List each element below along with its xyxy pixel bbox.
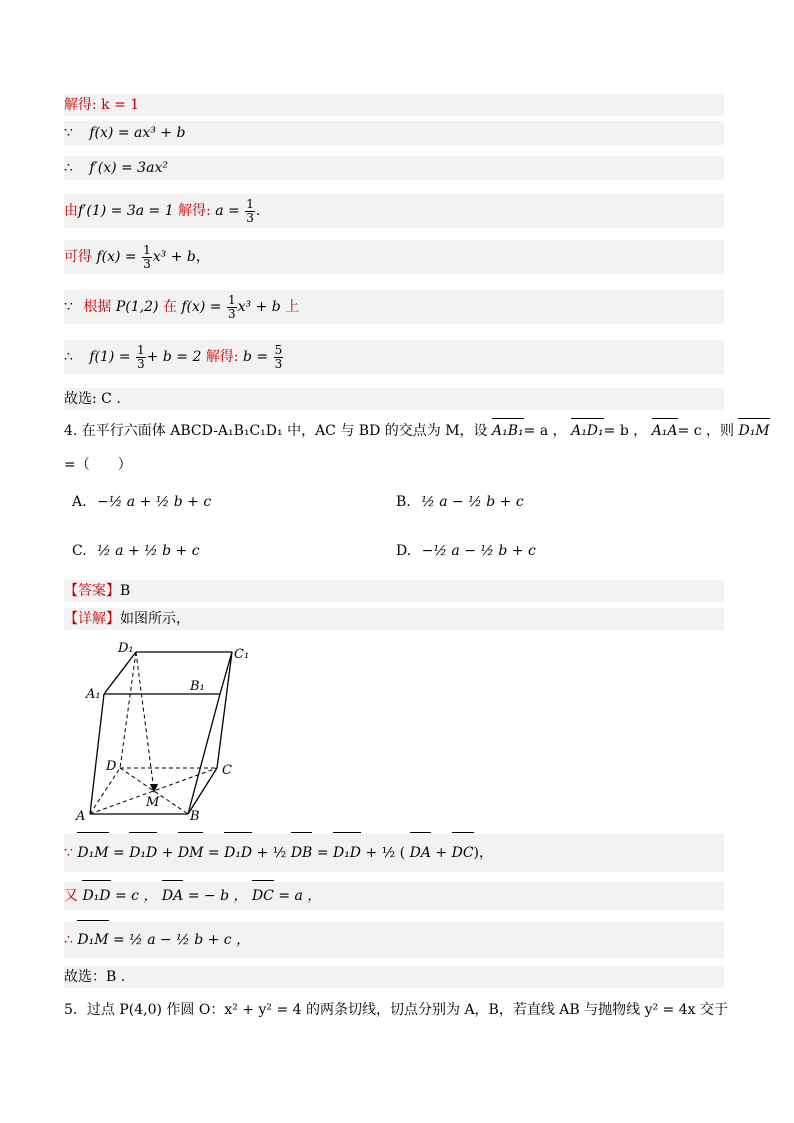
because-symbol: ∵ bbox=[64, 125, 73, 141]
equation: b = bbox=[242, 349, 269, 365]
vector-d1d: D₁D bbox=[129, 834, 157, 872]
plus: + bbox=[435, 845, 448, 861]
choice-text: 故选: C . bbox=[64, 391, 121, 407]
equation: f(x) = bbox=[181, 299, 222, 315]
fraction: $\frac{1}{3}$ bbox=[227, 292, 236, 321]
eq: = a ， bbox=[523, 423, 567, 439]
equation: x³ + b bbox=[152, 249, 196, 265]
text: 上 bbox=[285, 299, 300, 315]
vector-d1d: D₁D bbox=[224, 834, 252, 872]
vector-d1d: D₁D bbox=[333, 834, 361, 872]
vector-a1d1: A₁D₁ bbox=[571, 420, 604, 442]
eq: = bbox=[316, 845, 329, 861]
half: + ½ ( bbox=[365, 845, 406, 861]
eq: = c ，则 bbox=[677, 423, 735, 439]
vector-a1a: A₁A bbox=[652, 420, 678, 442]
parallelepiped-figure bbox=[72, 636, 253, 824]
sol-line-6 bbox=[64, 290, 724, 324]
equation: f′(x) = 3ax² bbox=[89, 160, 168, 176]
text: 解得: bbox=[205, 349, 239, 365]
parallelepiped-diagram bbox=[72, 636, 253, 824]
choice-text: 故选：B . bbox=[64, 969, 126, 985]
eq: = b ， bbox=[603, 423, 648, 439]
option-label: D. bbox=[396, 543, 412, 559]
label-c1: C₁ bbox=[234, 647, 250, 662]
option-a[interactable] bbox=[72, 494, 211, 510]
label-b: B bbox=[190, 809, 200, 824]
sol-line-7 bbox=[64, 340, 724, 374]
option-text: −½ a + ½ b + c bbox=[97, 494, 212, 510]
text: 根据 bbox=[83, 299, 112, 315]
label-c: C bbox=[222, 763, 232, 778]
therefore-symbol: ∴ bbox=[64, 160, 73, 176]
plus: + bbox=[161, 845, 174, 861]
equation: f(x) = bbox=[96, 249, 137, 265]
eq: = bbox=[207, 845, 220, 861]
result: = ½ a − ½ b + c ， bbox=[113, 932, 251, 948]
q4-stem bbox=[64, 420, 770, 442]
eq: = − b ， bbox=[187, 888, 248, 904]
option-d[interactable] bbox=[396, 543, 536, 559]
q4-stem-2 bbox=[64, 454, 724, 476]
equation: + b = 2 bbox=[146, 349, 202, 365]
sol-line-5: 可得 f(x) = $\frac{1}{3}$ x³ + b， bbox=[64, 240, 724, 274]
close: )， bbox=[473, 845, 493, 861]
answer-tag: 【答案】 bbox=[64, 583, 120, 599]
detail-line bbox=[64, 608, 724, 630]
half: + ½ bbox=[256, 845, 287, 861]
blank: =（ ） bbox=[64, 457, 132, 473]
detail-text: 如图所示， bbox=[120, 611, 190, 627]
option-label: A. bbox=[72, 494, 87, 510]
vector-da: DA bbox=[410, 834, 431, 872]
label-d1: D₁ bbox=[118, 641, 134, 656]
answer-value: B bbox=[120, 583, 131, 599]
sol-line-1 bbox=[64, 94, 724, 116]
vector-d1m: D₁M bbox=[77, 834, 108, 872]
equation: x³ + b bbox=[237, 299, 281, 315]
option-text: ½ a − ½ b + c bbox=[421, 494, 524, 510]
option-label: C. bbox=[72, 543, 87, 559]
option-text: ½ a + ½ b + c bbox=[97, 543, 200, 559]
vector-a1b1: A₁B₁ bbox=[492, 420, 524, 442]
sol-line-3 bbox=[64, 156, 724, 180]
eq: = a ， bbox=[278, 888, 322, 904]
therefore-symbol: ∴ bbox=[64, 349, 73, 365]
option-c[interactable] bbox=[72, 543, 200, 559]
fraction: $\frac{1}{3}$ bbox=[137, 342, 145, 371]
derive-line-1 bbox=[64, 834, 724, 872]
vector-da: DA bbox=[162, 882, 183, 910]
label-a1: A₁ bbox=[86, 687, 101, 702]
q4-stem-text: 4. 在平行六面体 ABCD-A₁B₁C₁D₁ 中，AC 与 BD 的交点为 M，设 bbox=[64, 423, 488, 439]
eq: = c ， bbox=[114, 888, 158, 904]
derive-line-4 bbox=[64, 966, 724, 988]
fraction: $\frac{1}{3}$ bbox=[143, 242, 151, 271]
vector-dc: DC bbox=[452, 834, 474, 872]
equation: f(1) = bbox=[89, 349, 131, 365]
detail-tag: 【详解】 bbox=[64, 611, 120, 627]
fraction: $\frac{1}{3}$ bbox=[246, 196, 254, 225]
eq: = bbox=[113, 845, 125, 861]
text: 在 bbox=[162, 299, 177, 315]
equation: f(x) = ax³ + b bbox=[89, 125, 186, 141]
point: P(1,2) bbox=[115, 299, 159, 315]
q5-text: 5．过点 P(4,0) 作圆 O：x² + y² = 4 的两条切线，切点分别为 A，B，若直线 AB 与抛物线 y² = 4x 交于 bbox=[64, 1002, 728, 1018]
sol-line-4: 由f′(1) = 3a = 1 解得: a = $\frac{1}{3}$ . bbox=[64, 194, 724, 228]
sol-line-2 bbox=[64, 121, 724, 145]
because-symbol: ∵ bbox=[64, 845, 73, 861]
derive-line-2 bbox=[64, 882, 724, 910]
because-symbol: ∵ bbox=[64, 299, 73, 315]
fraction: $\frac{5}{3}$ bbox=[274, 342, 283, 371]
therefore-symbol: ∴ bbox=[64, 932, 73, 948]
vector-d1m: D₁M bbox=[738, 420, 769, 442]
equation: f′(1) = 3a = 1 bbox=[78, 203, 174, 219]
text: 又 bbox=[64, 888, 78, 904]
vector-d1d: D₁D bbox=[82, 882, 110, 910]
equation: a = bbox=[215, 203, 240, 219]
derive-line-3 bbox=[64, 922, 724, 958]
vector-dc: DC bbox=[252, 882, 274, 910]
answer-line bbox=[64, 580, 724, 602]
label-b1: B₁ bbox=[190, 679, 205, 694]
solve-text: 解得: k = 1 bbox=[64, 97, 140, 113]
vector-d1m: D₁M bbox=[77, 922, 108, 958]
label-m: M bbox=[146, 795, 160, 810]
vector-dm: DM bbox=[178, 834, 204, 872]
text: 解得: bbox=[178, 203, 211, 219]
option-label: B. bbox=[396, 494, 411, 510]
label-a: A bbox=[76, 809, 86, 824]
q5-stem bbox=[64, 998, 728, 1022]
option-text: −½ a − ½ b + c bbox=[421, 543, 536, 559]
text: 可得 bbox=[64, 249, 92, 265]
sol-line-8 bbox=[64, 388, 724, 410]
vector-db: DB bbox=[291, 834, 313, 872]
text: 由 bbox=[64, 203, 78, 219]
label-d: D bbox=[106, 759, 117, 774]
option-b[interactable] bbox=[396, 494, 524, 510]
